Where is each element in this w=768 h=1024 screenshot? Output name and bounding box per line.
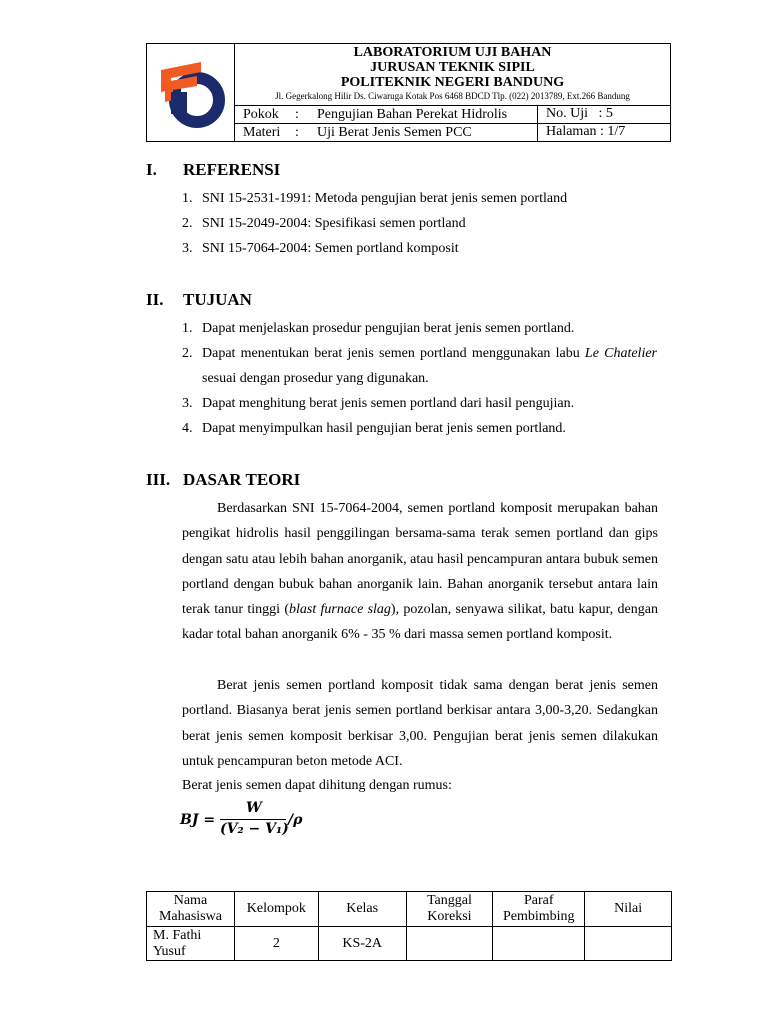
table-row — [147, 927, 672, 961]
materi-colon: : — [295, 125, 299, 140]
item-text: SNI 15-2531-1991: Metoda pengujian berat jenis semen portland — [202, 191, 568, 206]
halaman: Halaman : 1/7 — [537, 123, 666, 141]
item-number: 1. — [182, 321, 193, 336]
formula-lhs: BJ = — [180, 812, 216, 828]
item-number: 2. — [182, 216, 193, 231]
paragraph-text: Berdasarkan SNI 15-7064-2004, semen portland komposit merupakan bahan pengikat hidrolis hasil penggilingan bersama-sama terak semen portland dan gips dengan satu atau lebih bahan anorganik, atau hasil pencampuran antara bubuk semen portland dengan bubuk bahan anorganik lain. Bahan anorganik tersebut antara lain terak tanur tinggi ( — [182, 501, 658, 618]
section-numeral: II. — [146, 290, 164, 309]
item-text: sesuai dengan prosedur yang digunakan. — [202, 371, 429, 386]
item-text: Dapat menghitung berat jenis semen portland dari hasil pengujian. — [202, 396, 575, 411]
department-name: JURUSAN TEKNIK SIPIL — [370, 60, 535, 75]
item-number: 3. — [182, 396, 193, 411]
materi-row — [235, 123, 670, 141]
section-numeral: III. — [146, 470, 171, 489]
pokok-colon: : — [295, 107, 299, 122]
group-cell: 2 — [234, 927, 318, 961]
logo-cell — [147, 44, 235, 141]
tujuan-list — [182, 316, 657, 441]
column-header: Kelas — [318, 892, 406, 927]
materi-value: Uji Berat Jenis Semen PCC — [317, 125, 472, 140]
grade-cell — [585, 927, 672, 961]
table-header-row — [147, 892, 672, 927]
section-title: DASAR TEORI — [183, 470, 301, 489]
polban-logo-icon — [157, 60, 225, 128]
item-text: Dapat menjelaskan prosedur pengujian berat jenis semen portland. — [202, 321, 575, 336]
paragraph-italic: blast furnace slag — [288, 602, 391, 618]
referensi-list — [182, 186, 657, 261]
list-item — [182, 341, 657, 391]
formula-divisor: /ρ — [288, 812, 303, 828]
pokok-label: Pokok — [243, 107, 279, 122]
item-number: 2. — [182, 346, 193, 361]
correction-date-cell — [406, 927, 493, 961]
section-heading-referensi — [146, 160, 280, 180]
fraction-bar — [220, 819, 286, 820]
paragraph-2: Berat jenis semen portland komposit tidak sama dengan berat jenis semen portland. Biasanya berat jenis semen portland berkisar antara 3,00-3,20. Sedangkan berat jenis semen komposit berkisar 3,00. Pengujian berat jenis semen dilakukan untuk pencampuran beton metode ACI. — [182, 678, 658, 769]
institution-name: POLITEKNIK NEGERI BANDUNG — [340, 75, 565, 90]
grade-table — [146, 891, 672, 961]
pokok-row — [235, 105, 670, 123]
pokok-value: Pengujian Bahan Perekat Hidrolis — [317, 107, 508, 122]
list-item — [182, 416, 657, 441]
column-header: Nilai — [585, 892, 672, 927]
list-item — [182, 236, 657, 261]
list-item — [182, 391, 657, 416]
item-number: 4. — [182, 421, 193, 436]
column-header: Kelompok — [234, 892, 318, 927]
item-text: Dapat menyimpulkan hasil pengujian berat jenis semen portland. — [202, 421, 566, 436]
formula-denominator: (V₂ − V₁) — [220, 821, 289, 837]
section-heading-tujuan — [146, 290, 252, 310]
item-text: SNI 15-7064-2004: Semen portland komposit — [202, 241, 459, 256]
lab-name: LABORATORIUM UJI BAHAN — [353, 45, 552, 60]
student-name-cell: M. Fathi Yusuf — [147, 927, 235, 961]
paragraph-1 — [182, 496, 658, 648]
item-text: Dapat menentukan berat jenis semen portland menggunakan labu — [202, 346, 585, 361]
item-text: SNI 15-2049-2004: Spesifikasi semen portland — [202, 216, 466, 231]
column-header: Tanggal Koreksi — [406, 892, 493, 927]
list-item — [182, 211, 657, 236]
section-title: TUJUAN — [183, 290, 252, 309]
institution-address: Jl. Gegerkalong Hilir Ds. Ciwaruga Kotak Pos 6468 BDCD Tlp. (022) 2013789, Ext.266 Bandung — [275, 91, 630, 101]
formula-numerator: W — [246, 800, 262, 816]
section-numeral: I. — [146, 160, 157, 179]
supervisor-signature-cell — [493, 927, 585, 961]
no-uji: No. Uji : 5 — [537, 105, 666, 123]
item-text-italic: Le Chatelier — [584, 346, 658, 361]
paragraph-text: ), pozolan, senyawa silikat, batu kapur, dengan kadar total bahan anorganik 6% - 35 % dari massa semen portland komposit. — [182, 602, 658, 643]
section-title: REFERENSI — [183, 160, 281, 179]
materi-label: Materi — [243, 125, 281, 140]
lab-title-block — [235, 44, 670, 105]
column-header: Paraf Pembimbing — [493, 892, 585, 927]
formula-intro: Berat jenis semen dapat dihitung dengan rumus: — [182, 778, 452, 793]
section-heading-dasar-teori — [146, 470, 300, 490]
document-header — [146, 43, 671, 142]
list-item — [182, 316, 657, 341]
list-item — [182, 186, 657, 211]
item-number: 1. — [182, 191, 193, 206]
column-header: Nama Mahasiswa — [147, 892, 235, 927]
item-number: 3. — [182, 241, 193, 256]
class-cell: KS-2A — [318, 927, 406, 961]
